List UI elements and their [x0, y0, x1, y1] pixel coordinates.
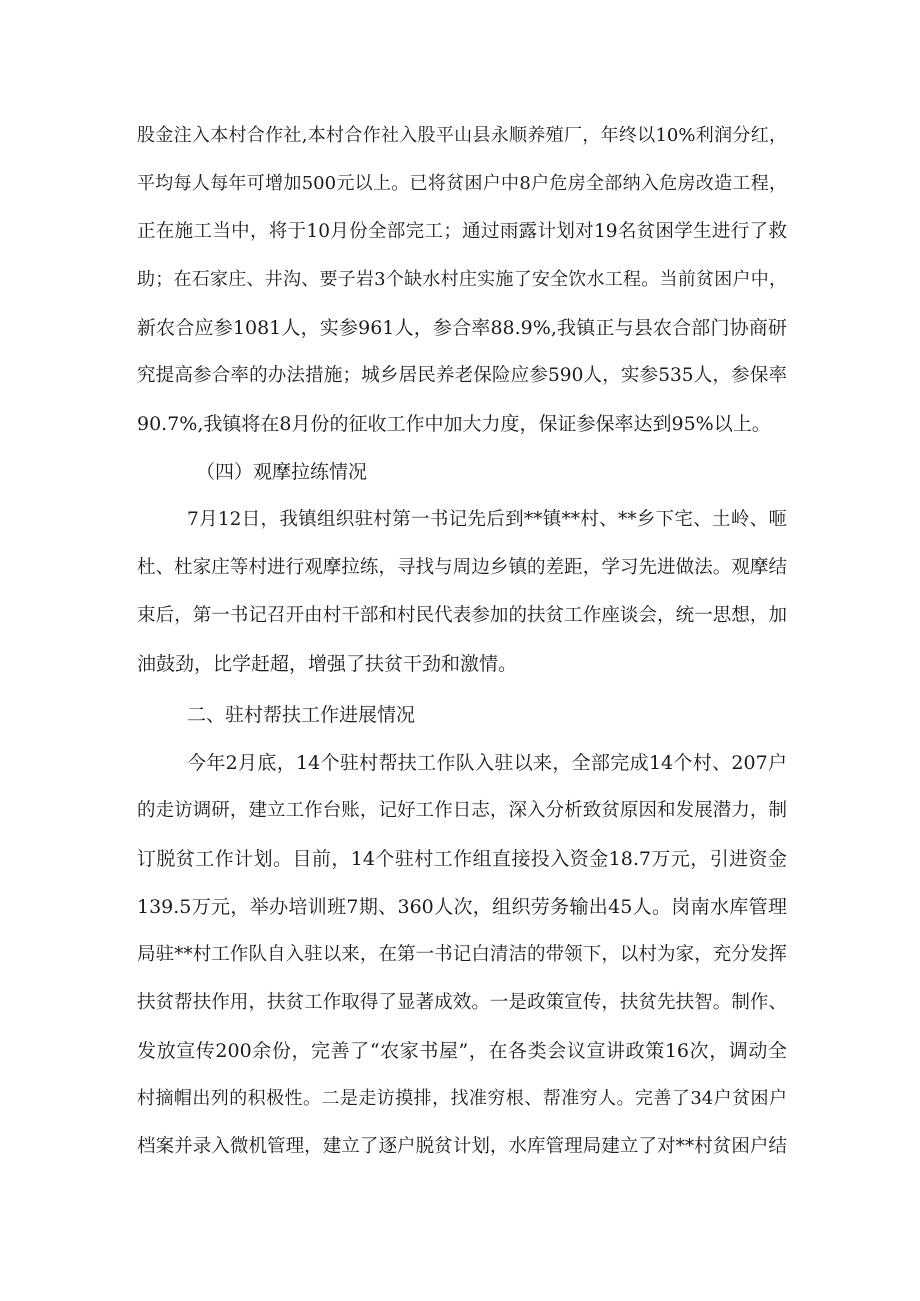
paragraph-line: 股金注入本村合作社,本村合作社入股平山县永顺养殖厂，年终以10%利润分红，: [137, 125, 787, 146]
paragraph-line: 正在施工当中，将于10月份全部完工；通过雨露计划对19名贫困学生进行了救: [137, 221, 787, 242]
paragraph-line: 的走访调研，建立工作台账，记好工作日志，深入分析致贫原因和发展潜力，制: [137, 800, 787, 821]
paragraph-line: 杜、杜家庄等村进行观摩拉练，寻找与周边乡镇的差距，学习先进做法。观摩结: [137, 557, 787, 578]
section-heading: （四）观摩拉练情况: [196, 461, 368, 483]
paragraph-line: 助；在石家庄、井沟、要子岩3个缺水村庄实施了安全饮水工程。当前贫困户中，: [137, 269, 787, 290]
paragraph-line: 档案并录入微机管理，建立了逐户脱贫计划，水库管理局建立了对**村贫困户结: [137, 1136, 787, 1157]
paragraph-line: 局驻**村工作队自入驻以来，在第一书记白清洁的带领下，以村为家，充分发挥: [137, 944, 787, 965]
paragraph-line: 扶贫帮扶作用，扶贫工作取得了显著成效。一是政策宣传，扶贫先扶智。制作、: [137, 992, 787, 1013]
paragraph-line: 订脱贫工作计划。目前，14个驻村工作组直接投入资金18.7万元，引进资金: [137, 848, 787, 870]
paragraph-line: 今年2月底，14个驻村帮扶工作队入驻以来，全部完成14个村、207户: [187, 752, 787, 774]
paragraph-line: 束后，第一书记召开由村干部和村民代表参加的扶贫工作座谈会，统一思想，加: [137, 605, 787, 626]
section-heading: 二、驻村帮扶工作进展情况: [187, 704, 416, 726]
paragraph-line: 平均每人每年可增加500元以上。已将贫困户中8户危房全部纳入危房改造工程，: [137, 173, 787, 194]
paragraph-line: 油鼓劲，比学赶超，增强了扶贫干劲和激情。: [137, 653, 518, 675]
paragraph-line: 村摘帽出列的积极性。二是走访摸排，找准穷根、帮准穷人。完善了34户贫困户: [137, 1088, 787, 1109]
paragraph-line: 7月12日，我镇组织驻村第一书记先后到**镇**村、**乡下宅、土岭、咂: [187, 509, 787, 530]
paragraph-line: 发放宣传200余份，完善了“农家书屋”，在各类会议宣讲政策16次，调动全: [137, 1040, 787, 1062]
paragraph-line: 新农合应参1081人，实参961人，参合率88.9%,我镇正与县农合部门协商研: [137, 317, 787, 339]
paragraph-line: 究提高参合率的办法措施；城乡居民养老保险应参590人，实参535人，参保率: [137, 365, 787, 386]
paragraph-line: 139.5万元，举办培训班7期、360人次，组织劳务输出45人。岗南水库管理: [137, 896, 787, 918]
paragraph-line: 90.7%,我镇将在8月份的征收工作中加大力度，保证参保率达到95%以上。: [137, 413, 771, 435]
